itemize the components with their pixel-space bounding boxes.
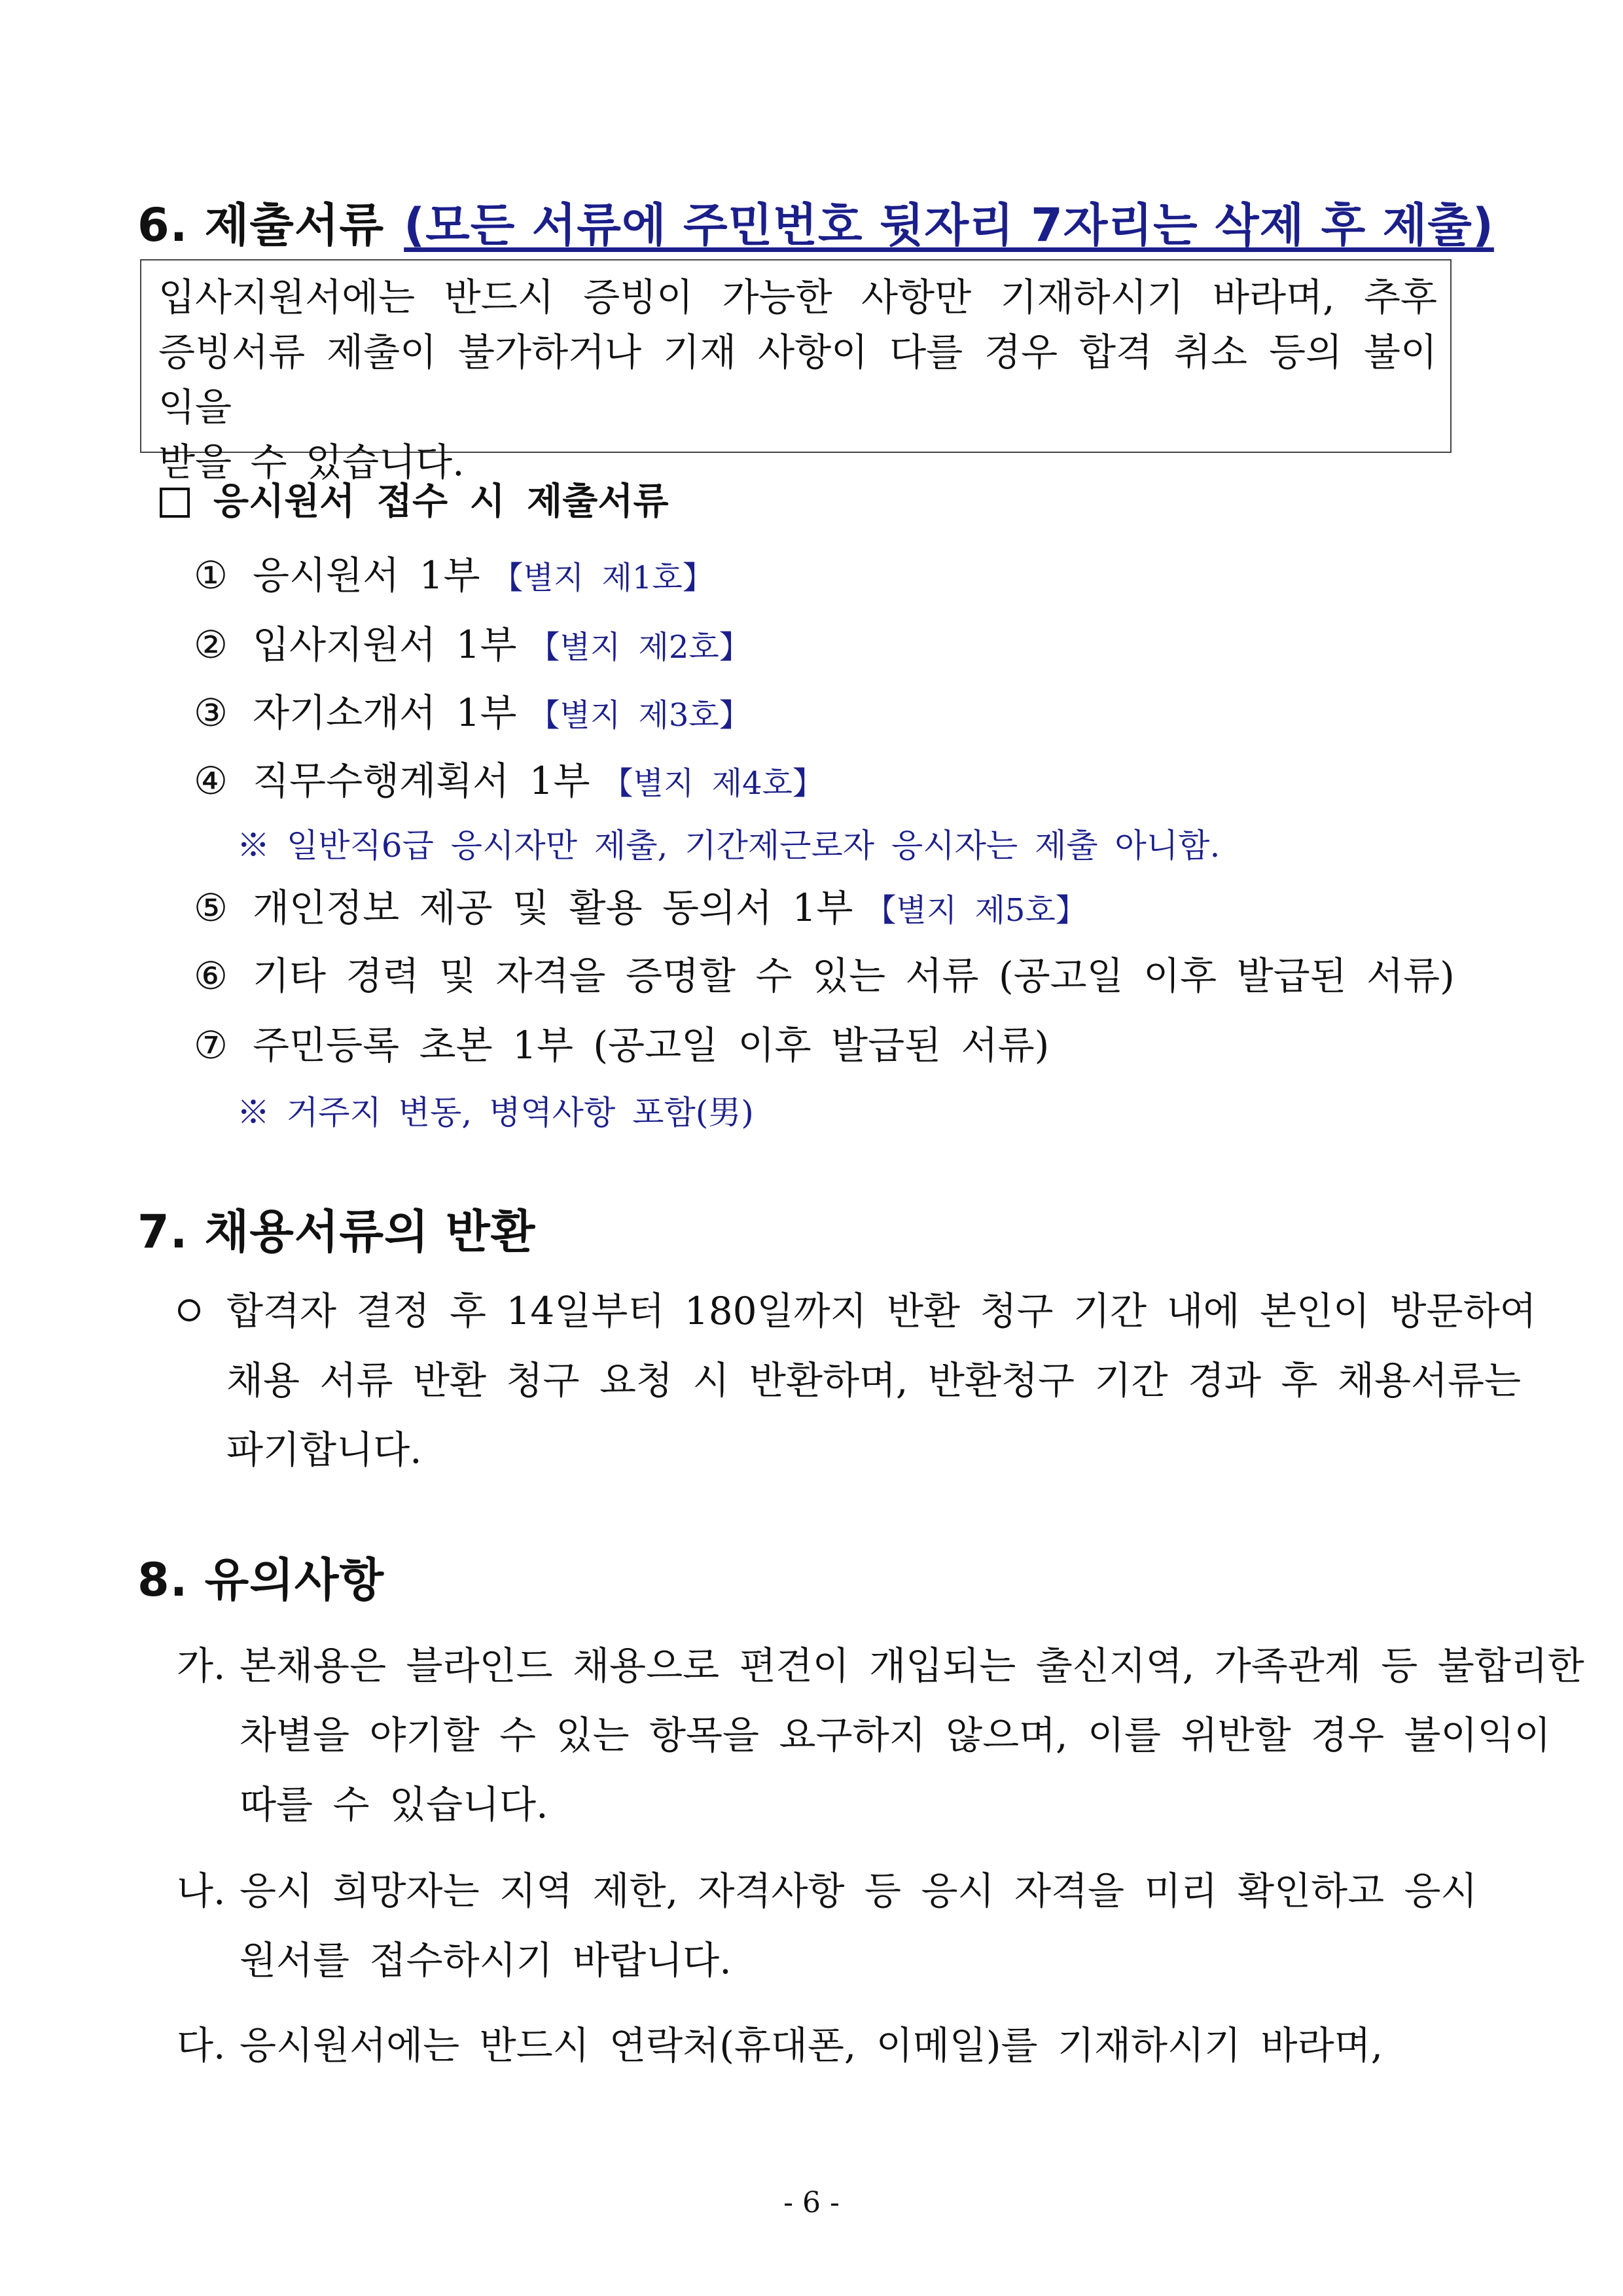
- item-text: 응시원서 1부: [253, 553, 480, 598]
- body-line: 따를 수 있습니다.: [240, 1782, 548, 1827]
- body-line: 가. 본채용은 블라인드 채용으로 편견이 개입되는 출신지역, 가족관계 등 불합리한: [177, 1631, 1584, 1700]
- item-text: 기타 경력 및 자격을 증명할 수 있는 서류 (공고일 이후 발급된 서류): [253, 954, 1455, 998]
- item-text: 자기소개서 1부: [253, 691, 517, 735]
- body-line: 채용 서류 반환 청구 요청 시 반환하며, 반환청구 기간 경과 후 채용서류는: [226, 1358, 1522, 1403]
- remark-6th-grade: ※ 일반직6급 응시자만 제출, 기간제근로자 응시자는 제출 아니함.: [237, 827, 1221, 865]
- document-item: [194, 945, 1455, 1000]
- document-item: [194, 545, 714, 600]
- caution-item-na: [177, 1856, 1478, 1995]
- item-text: 입사지원서 1부: [253, 622, 517, 667]
- notice-line: 받을 수 있습니다.: [158, 440, 465, 484]
- item-number: ⑤: [194, 886, 228, 930]
- caution-item-ga: [177, 1631, 1584, 1839]
- item-ref: 【별지 제4호】: [601, 765, 824, 802]
- item-ref: 【별지 제1호】: [491, 560, 714, 596]
- square-bullet-icon: [160, 488, 190, 518]
- item-text: 직무수행계획서 1부: [253, 759, 590, 803]
- section-7-heading: 7. 채용서류의 반환: [137, 1205, 536, 1259]
- section-6-title: 6. 제출서류: [137, 198, 385, 252]
- item-number: ③: [194, 691, 228, 735]
- notice-line: 증빙서류 제출이 불가하거나 기재 사항이 다를 경우 합격 취소 등의 불이익을: [158, 330, 1437, 429]
- body-line: 차별을 야기할 수 있는 항목을 요구하지 않으며, 이를 위반할 경우 불이익이: [240, 1713, 1551, 1757]
- circle-bullet-icon: [178, 1299, 200, 1321]
- document-item: [194, 750, 824, 805]
- caution-item-da: [177, 2011, 1383, 2080]
- section-6-heading: [137, 188, 1494, 255]
- notice-line: 입사지원서에는 반드시 증빙이 가능한 사항만 기재하시기 바라며, 추후: [158, 275, 1437, 319]
- item-number: ⑦: [194, 1023, 228, 1067]
- item-ref: 【별지 제5호】: [865, 892, 1087, 929]
- body-line: 원서를 접수하시기 바랍니다.: [240, 1938, 732, 1982]
- body-line: 나. 응시 희망자는 지역 제한, 자격사항 등 응시 자격을 미리 확인하고 응시: [177, 1856, 1478, 1926]
- item-text: 주민등록 초본 1부 (공고일 이후 발급된 서류): [253, 1023, 1050, 1067]
- item-number: ④: [194, 759, 228, 803]
- item-text: 개인정보 제공 및 활용 동의서 1부: [253, 886, 853, 930]
- item-ref: 【별지 제2호】: [528, 629, 751, 666]
- section-8-heading: 8. 유의사항: [137, 1553, 385, 1607]
- subheading-text: 응시원서 접수 시 제출서류: [213, 480, 669, 523]
- section-7-body: [178, 1276, 1537, 1484]
- item-number: ⑥: [194, 954, 228, 998]
- item-label: 다.: [177, 2023, 226, 2068]
- body-line: 합격자 결정 후 14일부터 180일까지 반환 청구 기간 내에 본인이 방문하여: [178, 1276, 1537, 1346]
- page-number: - 6 -: [783, 2186, 840, 2219]
- document-item: [194, 682, 751, 737]
- submission-subheading: [160, 473, 669, 525]
- document-item: [194, 1014, 1049, 1069]
- remark-residence: ※ 거주지 변동, 병역사항 포함(男): [237, 1094, 754, 1132]
- item-number: ②: [194, 622, 228, 667]
- document-item: [194, 614, 751, 669]
- item-ref: 【별지 제3호】: [528, 697, 751, 734]
- item-number: ①: [194, 553, 228, 598]
- item-label: 나.: [177, 1869, 226, 1913]
- section-6-note: (모든 서류에 주민번호 뒷자리 7자리는 삭제 후 제출): [404, 198, 1494, 252]
- notice-box: [140, 259, 1452, 484]
- document-item: [194, 877, 1087, 932]
- body-line: 파기합니다.: [226, 1427, 422, 1472]
- item-label: 가.: [177, 1643, 226, 1688]
- body-line: 다. 응시원서에는 반드시 연락처(휴대폰, 이메일)를 기재하시기 바라며,: [177, 2011, 1383, 2080]
